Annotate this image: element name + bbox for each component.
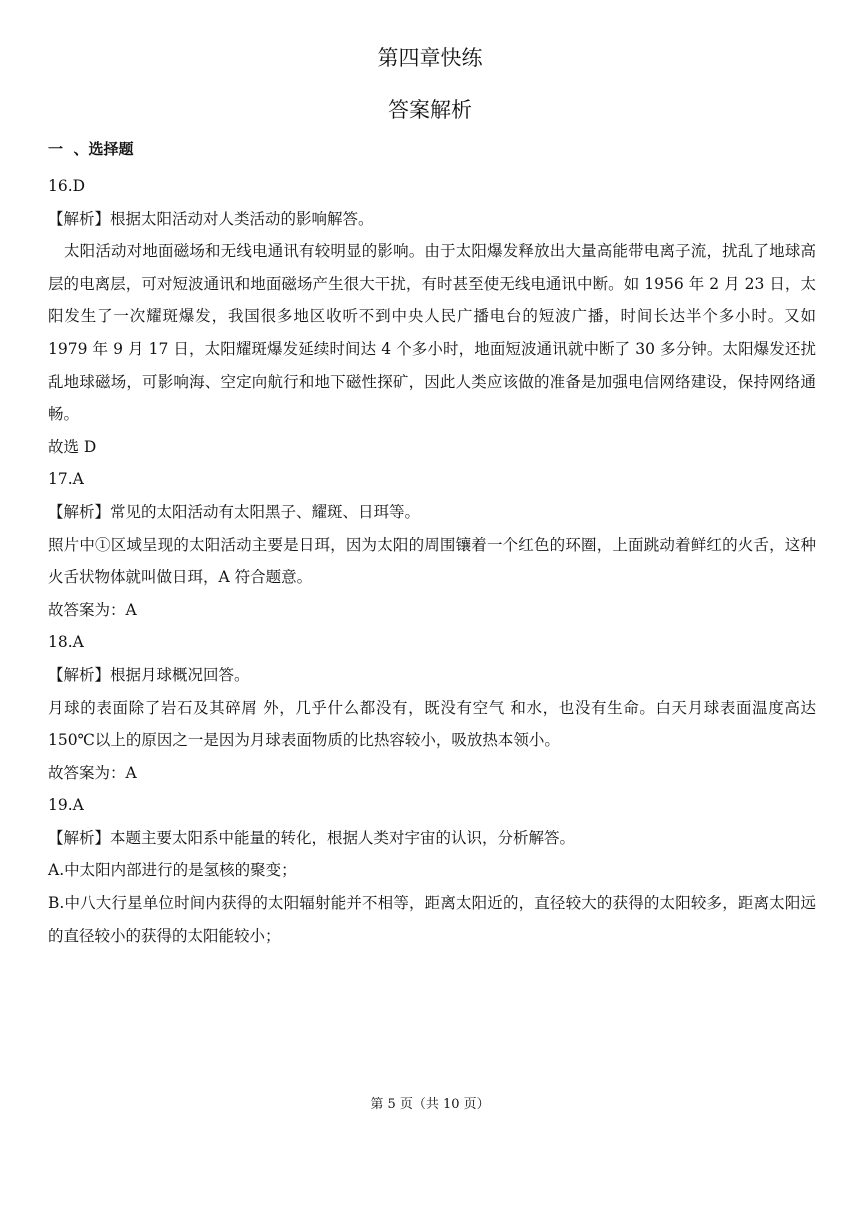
page-footer: 第 5 页（共 10 页） bbox=[370, 1097, 490, 1112]
q18-conclusion: 故答案为：A bbox=[48, 763, 137, 782]
q18-analysis: 【解析】根据月球概况回答。 bbox=[48, 665, 250, 684]
page-title: 第四章快练 bbox=[377, 46, 483, 70]
q17-body: 照片中①区域呈现的太阳活动主要是日珥，因为太阳的周围镶着一个红色的环圈，上面跳动着鲜红的火舌，这种火舌状物体就叫做日珥，A 符合题意。 bbox=[48, 535, 816, 587]
section-heading: 一 、选择题 bbox=[48, 140, 134, 158]
q19-option-b: B.中八大行星单位时间内获得的太阳辐射能并不相等，距离太阳近的，直径较大的获得的太阳较多，距离太阳远的直径较小的获得的太阳能较小； bbox=[48, 894, 816, 945]
page-subtitle: 答案解析 bbox=[388, 98, 472, 122]
q17-analysis: 【解析】常见的太阳活动有太阳黑子、耀斑、日珥等。 bbox=[48, 502, 421, 521]
q16-body: 太阳活动对地面磁场和无线电通讯有较明显的影响。由于太阳爆发释放出大量高能带电离子流，扰乱了地球高层的电离层，可对短波通讯和地面磁场产生很大干扰，有时甚至使无线电通讯中断。如 1956 年 2 月 23 日，太阳发生了一次耀斑爆发，我国很多地区收听不到中央人民广播电台的短波广播，时间长达半个多小时。又如 1979 年 9 月 17 日，太阳耀斑爆发延续时间达 4 个多小时，地面短波通讯就中断了 30 多分钟。太阳爆发还扰乱地球磁场，可影响海、空定向航行和地下磁性探矿，因此人类应该做的准备是加强电信网络建设，保持网络通畅。 bbox=[48, 242, 816, 424]
q18-answer: 18.A bbox=[48, 633, 84, 652]
q19-option-a: A.中太阳内部进行的是氢核的聚变； bbox=[48, 861, 297, 880]
q16-conclusion: 故选 D bbox=[48, 437, 97, 456]
q18-body: 月球的表面除了岩石及其碎屑 外，几乎什么都没有，既没有空气 和水，也没有生命。白天月球表面温度高达 150℃以上的原因之一是因为月球表面物质的比热容较小，吸放热本领小。 bbox=[48, 698, 816, 750]
q16-analysis: 【解析】根据太阳活动对人类活动的影响解答。 bbox=[48, 209, 374, 228]
q16-answer: 16.D bbox=[48, 177, 86, 195]
q19-analysis: 【解析】本题主要太阳系中能量的转化，根据人类对宇宙的认识，分析解答。 bbox=[48, 828, 576, 847]
q19-answer: 19.A bbox=[48, 796, 84, 815]
answer-body bbox=[48, 170, 816, 952]
q17-answer: 17.A bbox=[48, 470, 84, 489]
q17-conclusion: 故答案为：A bbox=[48, 600, 137, 619]
